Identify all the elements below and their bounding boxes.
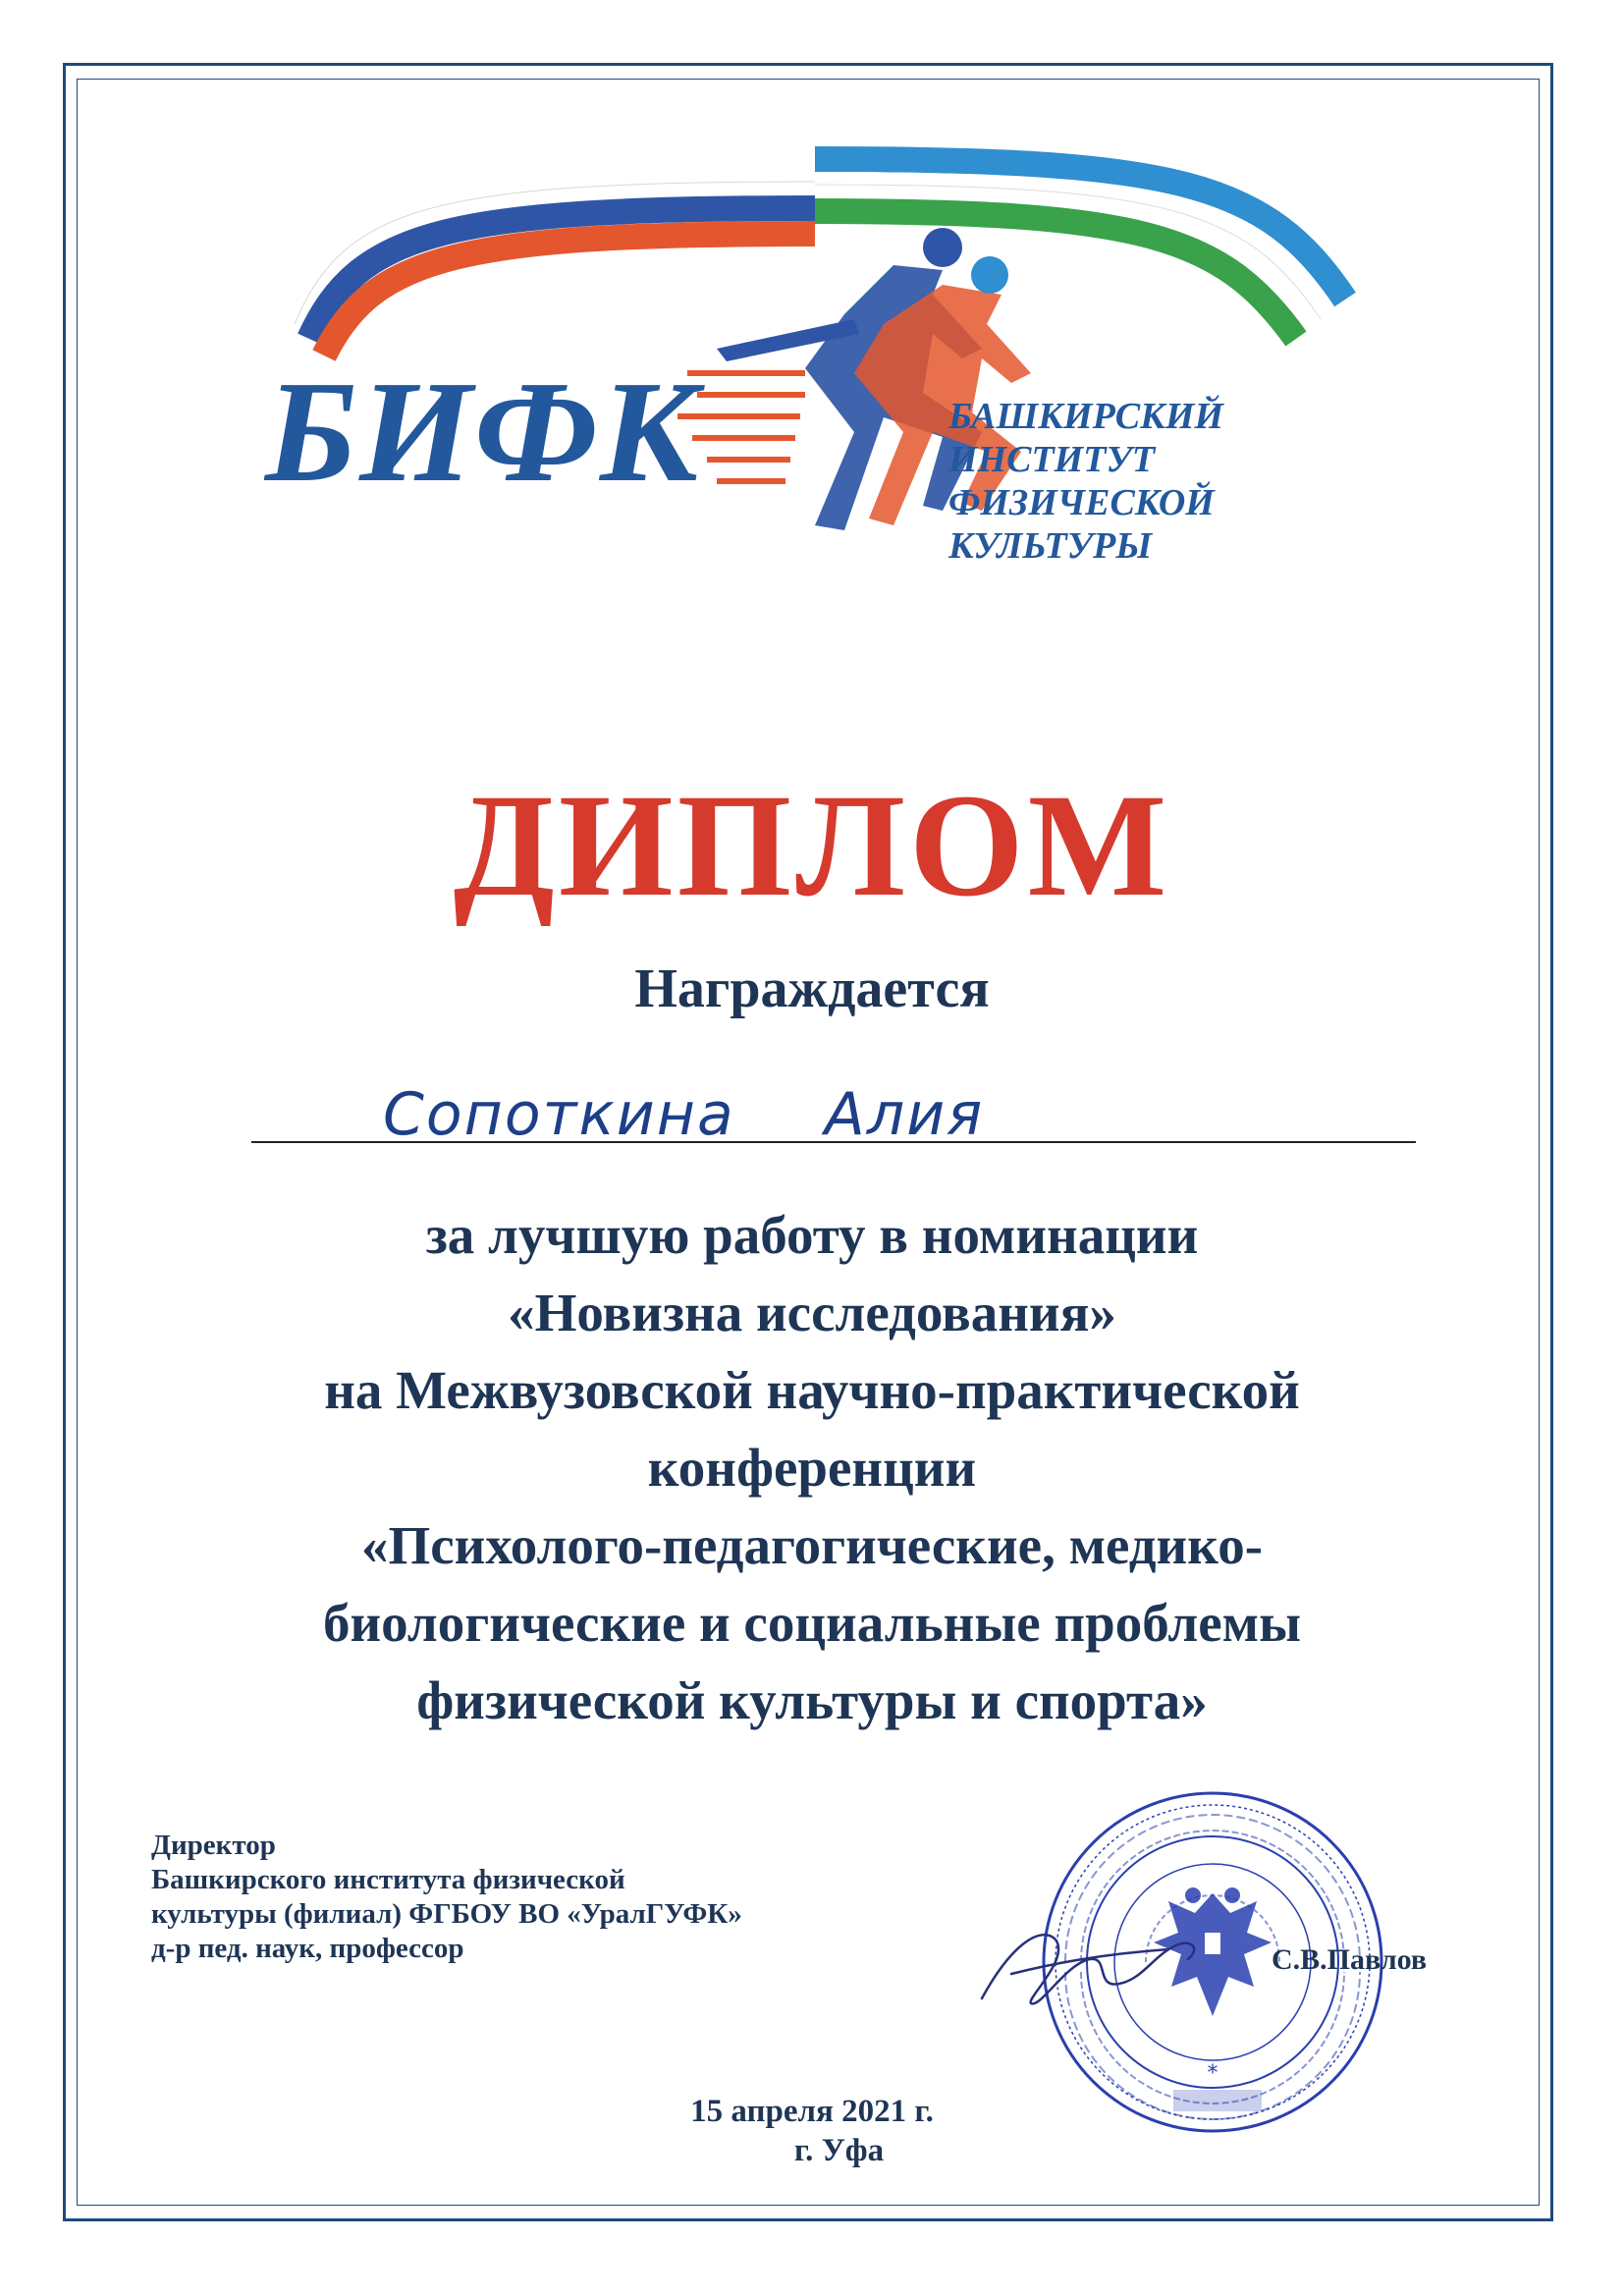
signer-line: д-р пед. наук, профессор bbox=[151, 1933, 464, 1964]
institute-name-line: ФИЗИЧЕСКОЙ КУЛЬТУРЫ bbox=[948, 482, 1215, 567]
date-place-block bbox=[0, 2092, 1624, 2170]
institute-name bbox=[948, 395, 1400, 568]
reason-line: за лучшую работу в номинации bbox=[425, 1205, 1199, 1265]
issue-place: г. Уфа bbox=[793, 2133, 885, 2168]
issue-date: 15 апреля 2021 г. bbox=[690, 2094, 934, 2129]
handwritten-signature bbox=[972, 1905, 1208, 2023]
reason-line: «Новизна исследования» bbox=[508, 1283, 1116, 1342]
award-reason bbox=[196, 1196, 1428, 1739]
reason-line: на Межвузовской научно-практической bbox=[324, 1360, 1300, 1420]
institute-abbreviation: БИФК bbox=[265, 352, 701, 513]
signer-line: культуры (филиал) ФГБОУ ВО «УралГУФК» bbox=[151, 1898, 742, 1930]
institute-name-line: БАШКИРСКИЙ ИНСТИТУТ bbox=[948, 396, 1224, 480]
signer-line: Башкирского института физической bbox=[151, 1864, 625, 1895]
reason-line: конференции bbox=[647, 1438, 977, 1498]
reason-line: биологические и социальные проблемы bbox=[322, 1593, 1302, 1653]
reason-line: «Психолого-педагогические, медико- bbox=[360, 1515, 1264, 1575]
awarded-label: Награждается bbox=[634, 958, 990, 1019]
recipient-name: Сопоткина Алия bbox=[383, 1080, 985, 1149]
reason-line: физической культуры и спорта» bbox=[416, 1670, 1208, 1730]
recipient-underline bbox=[251, 1141, 1416, 1143]
signer-block bbox=[151, 1829, 897, 1966]
svg-text:*: * bbox=[1207, 2061, 1218, 2086]
diploma-title: ДИПЛОМ bbox=[453, 764, 1171, 927]
signer-line: Директор bbox=[151, 1830, 276, 1861]
signer-name: С.В.Павлов bbox=[1272, 1943, 1428, 1976]
